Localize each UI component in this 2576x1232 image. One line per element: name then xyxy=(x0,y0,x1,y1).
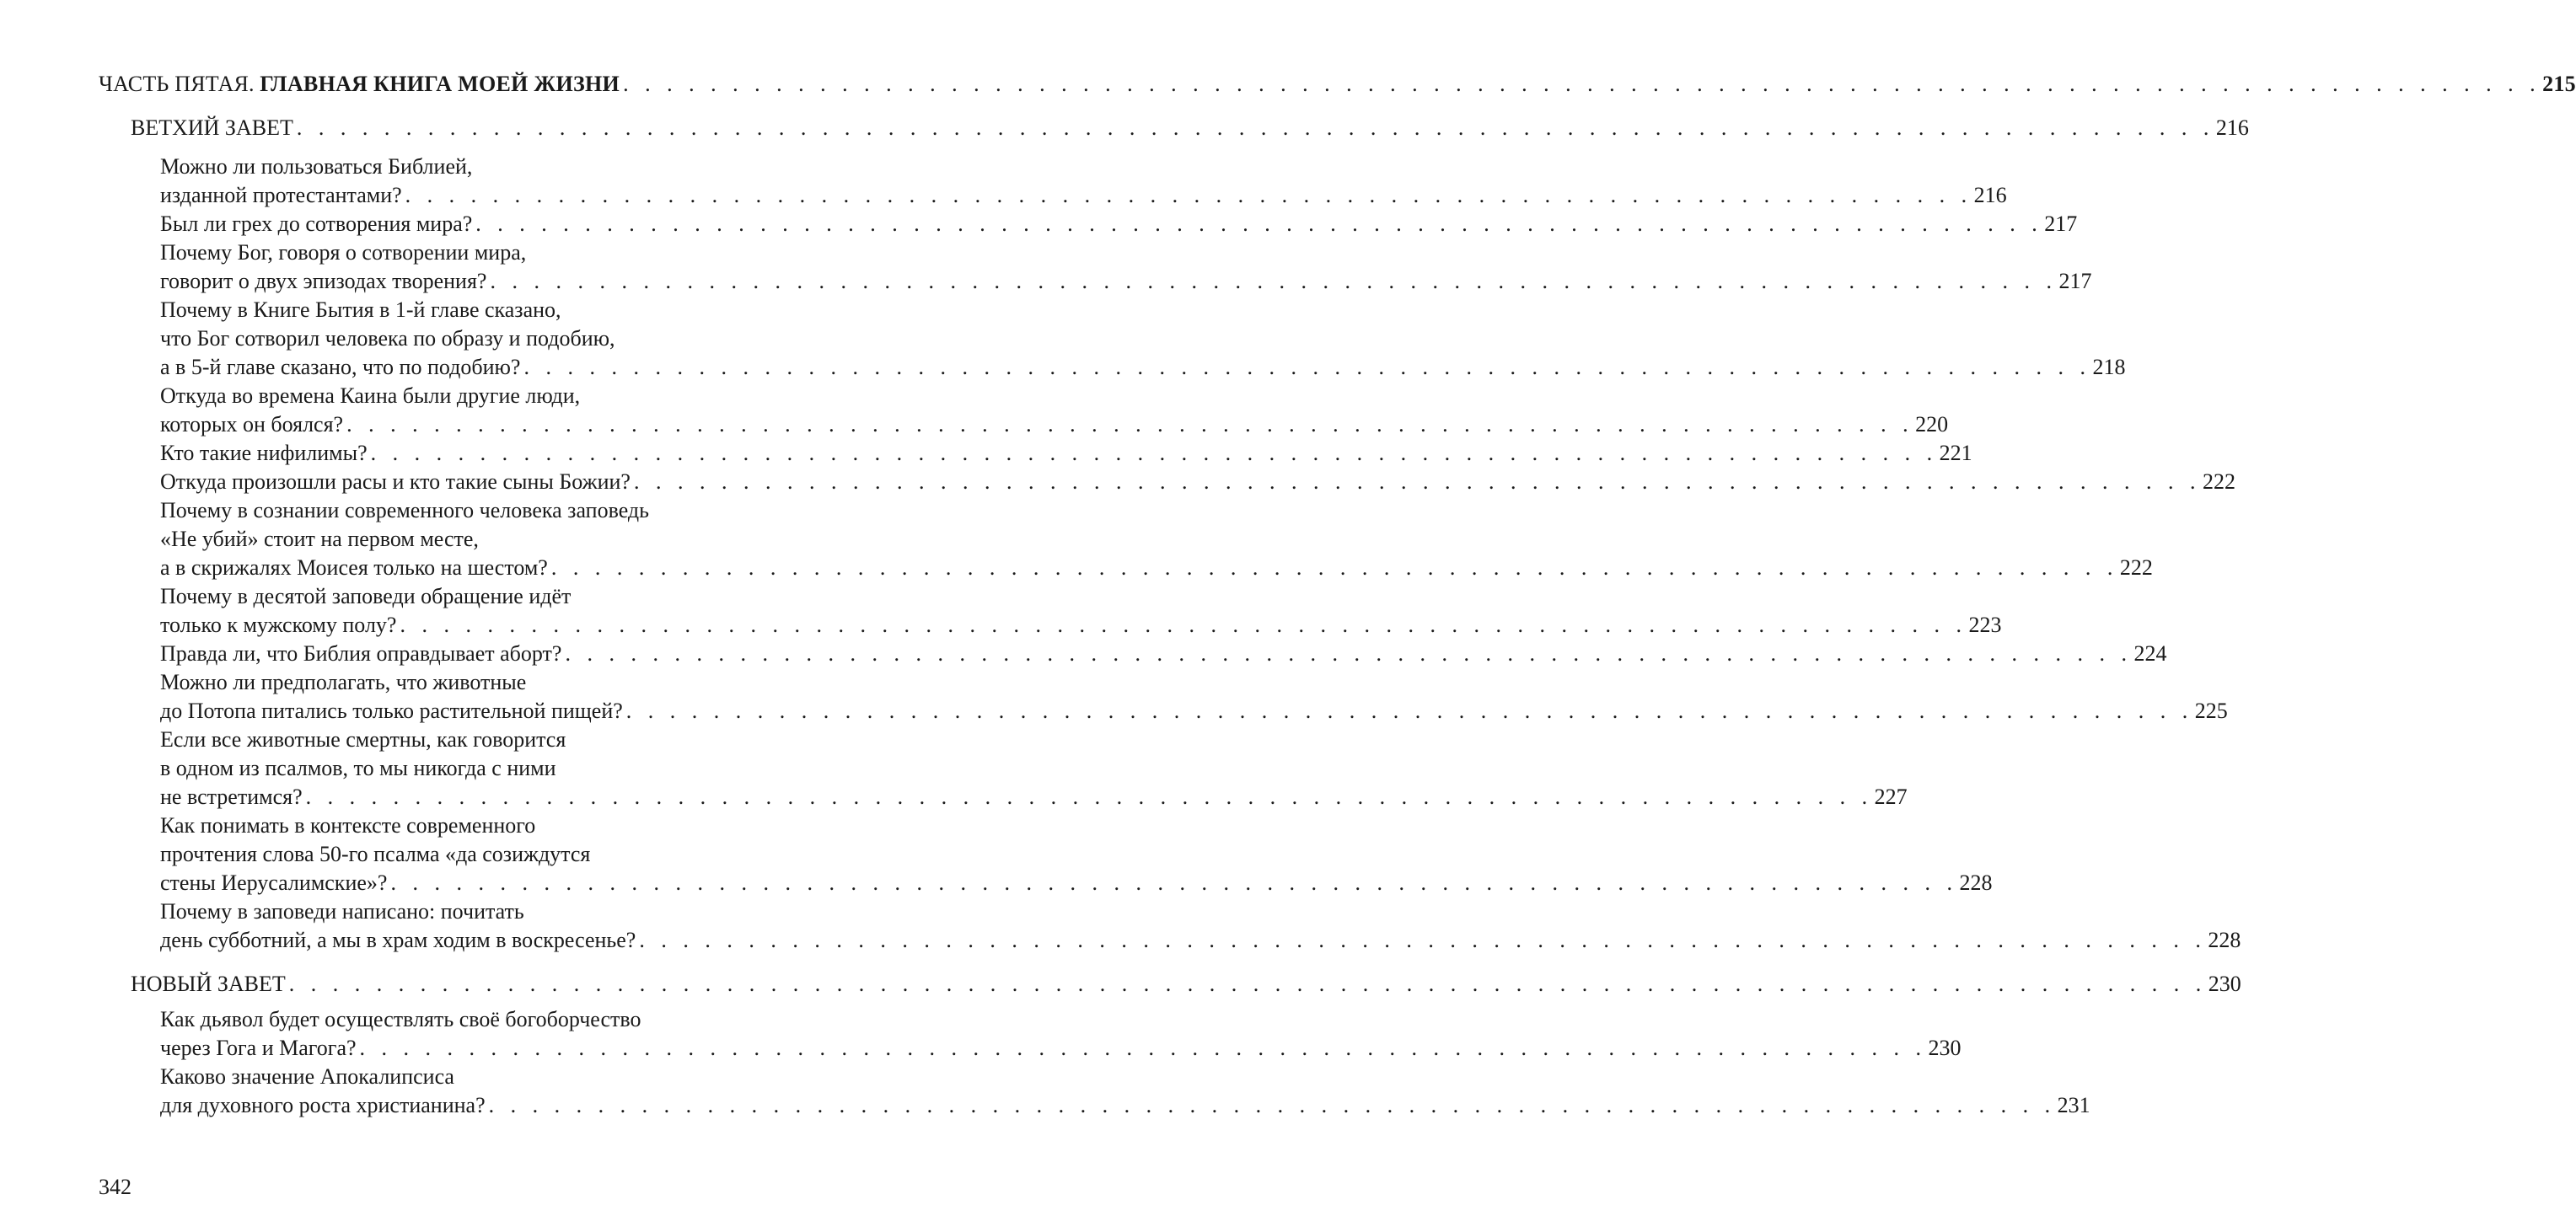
leader-dots: . . . . . . . . . . . . . . . . . . . . . . . . . . . . . . . . . . . . . . . . . . . . . . . . . . . . . . . . . . . . . . . . . . . . . . . . xyxy=(405,183,1972,207)
entry-page-number: 218 xyxy=(2092,355,2126,379)
section-title: ВЕТХИЙ ЗАВЕТ xyxy=(131,115,293,140)
entry-page-number: 216 xyxy=(1973,183,2007,207)
entry-page-number: 227 xyxy=(1874,785,1908,809)
entry-page-number: 220 xyxy=(1915,412,1949,437)
leader-dots: . . . . . . . . . . . . . . . . . . . . . . . . . . . . . . . . . . . . . . . . . . . . . . . . . . . . . . . . . . . . . . . . . . . . . . . . xyxy=(488,1093,2056,1117)
toc-entry-line[interactable]: стены Иерусалимские»? . . . . . . . . . . . . . . . . . . . . . . . . . . . . . . . . . . . . . . . . . . . . . . . . . . . . . . . . . . . . . . . . . . . . . . . . 228 xyxy=(160,869,802,897)
leader-dots: . . . . . . . . . . . . . . . . . . . . . . . . . . . . . . . . . . . . . . . . . . . . . . . . . . . . . . . . . . . . . . . . . . . . . . . . xyxy=(639,928,2207,952)
toc-entry-line[interactable]: не встретимся? . . . . . . . . . . . . . . . . . . . . . . . . . . . . . . . . . . . . . . . . . . . . . . . . . . . . . . . . . . . . . . . . . . . . . . . . 227 xyxy=(160,783,802,812)
leader-dots: . . . . . . . . . . . . . . . . . . . . . . . . . . . . . . . . . . . . . . . . . . . . . . . . . . . . . . . . . . . . . . . . . . . . . . . . xyxy=(370,441,1938,465)
leader-dots: . . . . . . . . . . . . . . . . . . . . . . . . . . . . . . . . . . . . . . . . . . . . . . . . . . . . . . . . . . . . . . . . . . . . . . . . xyxy=(550,555,2118,580)
toc-entry-line[interactable]: Правда ли, что Библия оправдывает аборт? . . . . . . . . . . . . . . . . . . . . . . . . . . . . . . . . . . . . . . . . . . . . . . . . . . . . . . . . . . . . . . . . . . . . . . . . 224 xyxy=(160,640,802,668)
toc-entry-line[interactable]: Почему в сознании современного человека заповедь xyxy=(160,498,649,522)
part-page-number: 215 xyxy=(2542,72,2576,96)
leader-dots: . . . . . . . . . . . . . . . . . . . . . . . . . . . . . . . . . . . . . . . . . . . . . . . . . . . . . . . . . . . . . . . . . . . . . . . . xyxy=(633,469,2201,494)
toc-entry-line[interactable]: Можно ли предполагать, что животные xyxy=(160,670,527,694)
entry-page-number: 225 xyxy=(2194,699,2228,723)
toc-entry-line[interactable]: в одном из псалмов, то мы никогда с ними xyxy=(160,756,556,780)
leader-dots: . . . . . . . . . . . . . . . . . . . . . . . . . . . . . . . . . . . . . . . . . . . . . . . . . . . . . . . . . . . . . . . . . . . . . . . . xyxy=(359,1036,1927,1060)
entry-page-number: 228 xyxy=(1959,870,1993,895)
entry-page-number: 230 xyxy=(1928,1036,1962,1060)
leader-dots: . . . . . . . . . . . . . . . . . . . . . . . . . . . . . . . . . . . . . . . . . . . . . . . . . . . . . . . . . . . . . . . . . . . . . . . . xyxy=(390,870,1958,895)
entry-page-number: 224 xyxy=(2133,641,2167,666)
toc-entry-line[interactable]: прочтения слова 50-го псалма «да созиждутся xyxy=(160,842,591,866)
toc-entry-line[interactable]: говорит о двух эпизодах творения? . . . . . . . . . . . . . . . . . . . . . . . . . . . . . . . . . . . . . . . . . . . . . . . . . . . . . . . . . . . . . . . . . . . . . . . . 217 xyxy=(160,267,802,296)
leader-dots: . . . . . . . . . . . . . . . . . . . . . . . . . . . . . . . . . . . . . . . . . . . . . . . . . . . . . . . . . . . . . . . . . . . . . . . . xyxy=(625,699,2193,723)
section-title: НОВЫЙ ЗАВЕТ xyxy=(131,972,286,996)
toc-entry-line[interactable]: день субботний, а мы в храм ходим в воскресенье? . . . . . . . . . . . . . . . . . . . . . . . . . . . . . . . . . . . . . . . . . . . . . . . . . . . . . . . . . . . . . . . . . . . . . . . . 228 xyxy=(160,926,802,955)
toc-entry-line[interactable]: Почему Бог, говоря о сотворении мира, xyxy=(160,240,527,265)
toc-entry-line[interactable]: через Гога и Магога? . . . . . . . . . . . . . . . . . . . . . . . . . . . . . . . . . . . . . . . . . . . . . . . . . . . . . . . . . . . . . . . . . . . . . . . . 230 xyxy=(160,1034,802,1063)
toc-entry-line[interactable]: Откуда произошли расы и кто такие сыны Божии? . . . . . . . . . . . . . . . . . . . . . . . . . . . . . . . . . . . . . . . . . . . . . . . . . . . . . . . . . . . . . . . . . . . . . . . . 222 xyxy=(160,468,802,496)
entry-page-number: 223 xyxy=(1968,613,2002,637)
toc-entry-line[interactable]: только к мужскому полу? . . . . . . . . . . . . . . . . . . . . . . . . . . . . . . . . . . . . . . . . . . . . . . . . . . . . . . . . . . . . . . . . . . . . . . . . 223 xyxy=(160,611,802,640)
leader-dots: . . . . . . . . . . . . . . . . . . . . . . . . . . . . . . . . . . . . . . . . . . . . . . . . . . . . . . . . . . . . . . . . . . . . . . . . xyxy=(346,412,1914,437)
toc-section-old-testament[interactable] xyxy=(131,114,2249,142)
toc-entry-line[interactable]: Как понимать в контексте современного xyxy=(160,813,536,838)
leader-dots: . . . . . . . . . . . . . . . . . . . . . . . . . . . . . . . . . . . . . . . . . . . . . . . . . . . . . . . . . . . . . . . . . . . . . . . . xyxy=(475,212,2043,236)
entry-page-number: 217 xyxy=(2058,269,2092,293)
toc-entry-line[interactable]: Почему в Книге Бытия в 1-й главе сказано, xyxy=(160,297,561,322)
entry-page-number: 228 xyxy=(2208,928,2241,952)
toc-entry-line[interactable]: для духовного роста христианина? . . . . . . . . . . . . . . . . . . . . . . . . . . . . . . . . . . . . . . . . . . . . . . . . . . . . . . . . . . . . . . . . . . . . . . . . 231 xyxy=(160,1091,802,1120)
leader-dots: . . . . . . . . . . . . . . . . . . . . . . . . . . . . . . . . . . . . . . . . . . . . . . . . . . . . . . . . . . . . . . . . . . . . . . . . xyxy=(490,269,2058,293)
toc-entry-line[interactable]: «Не убий» стоит на первом месте, xyxy=(160,527,479,551)
toc-entry-line[interactable]: до Потопа питались только растительной пищей? . . . . . . . . . . . . . . . . . . . . . . . . . . . . . . . . . . . . . . . . . . . . . . . . . . . . . . . . . . . . . . . . . . . . . . . . 225 xyxy=(160,697,802,726)
toc-entry-line[interactable]: Как дьявол будет осуществлять своё богоборчество xyxy=(160,1007,641,1031)
toc-entry-line[interactable]: а в скрижалях Моисея только на шестом? . . . . . . . . . . . . . . . . . . . . . . . . . . . . . . . . . . . . . . . . . . . . . . . . . . . . . . . . . . . . . . . . . . . . . . . . 222 xyxy=(160,554,802,582)
toc-entry-line[interactable]: Откуда во времена Каина были другие люди, xyxy=(160,383,581,408)
toc-entry-line[interactable]: которых он боялся? . . . . . . . . . . . . . . . . . . . . . . . . . . . . . . . . . . . . . . . . . . . . . . . . . . . . . . . . . . . . . . . . . . . . . . . . 220 xyxy=(160,410,802,439)
section-page-number: 216 xyxy=(2215,115,2249,140)
toc-entry-line[interactable]: Почему в десятой заповеди обращение идёт xyxy=(160,584,572,608)
part-label: ЧАСТЬ ПЯТАЯ. xyxy=(99,72,255,96)
toc-entry-line[interactable]: а в 5-й главе сказано, что по подобию? . . . . . . . . . . . . . . . . . . . . . . . . . . . . . . . . . . . . . . . . . . . . . . . . . . . . . . . . . . . . . . . . . . . . . . . . 218 xyxy=(160,353,802,382)
leader-dots: . . . . . . . . . . . . . . . . . . . . . . . . . . . . . . . . . . . . . . . . . . . . . . . . . . . . . . . . . . . . . . . . . . . . . . . . . . . . . . . . . . . . . . . . xyxy=(623,72,2541,96)
toc-entry-line[interactable]: Был ли грех до сотворения мира? . . . . . . . . . . . . . . . . . . . . . . . . . . . . . . . . . . . . . . . . . . . . . . . . . . . . . . . . . . . . . . . . . . . . . . . . 217 xyxy=(160,210,802,238)
toc-entry-line[interactable]: Почему в заповеди написано: почитать xyxy=(160,899,524,924)
toc-part-heading[interactable] xyxy=(99,70,2576,99)
toc-entry-line[interactable]: Кто такие нифилимы? . . . . . . . . . . . . . . . . . . . . . . . . . . . . . . . . . . . . . . . . . . . . . . . . . . . . . . . . . . . . . . . . . . . . . . . . 221 xyxy=(160,439,802,468)
section-page-number: 230 xyxy=(2208,972,2241,996)
leader-dots: . . . . . . . . . . . . . . . . . . . . . . . . . . . . . . . . . . . . . . . . . . . . . . . . . . . . . . . . . . . . . . . . . . . . . . . . xyxy=(565,641,2133,666)
toc-entry-line[interactable]: изданной протестантами? . . . . . . . . . . . . . . . . . . . . . . . . . . . . . . . . . . . . . . . . . . . . . . . . . . . . . . . . . . . . . . . . . . . . . . . . 216 xyxy=(160,181,802,210)
leader-dots: . . . . . . . . . . . . . . . . . . . . . . . . . . . . . . . . . . . . . . . . . . . . . . . . . . . . . . . . . . . . . . . . . . . . . . . . xyxy=(305,785,1873,809)
entry-page-number: 231 xyxy=(2057,1093,2090,1117)
toc-entry-line[interactable]: что Бог сотворил человека по образу и подобию, xyxy=(160,326,615,351)
toc-entry-line[interactable]: Каково значение Апокалипсиса xyxy=(160,1064,454,1089)
entry-page-number: 221 xyxy=(1939,441,1972,465)
toc-entry-line[interactable]: Если все животные смертны, как говорится xyxy=(160,727,566,752)
page-number: 342 xyxy=(99,1175,131,1199)
entry-page-number: 217 xyxy=(2044,212,2078,236)
entry-page-number: 222 xyxy=(2119,555,2153,580)
toc-entry-line[interactable]: Можно ли пользоваться Библией, xyxy=(160,154,473,179)
part-title: ГЛАВНАЯ КНИГА МОЕЙ ЖИЗНИ xyxy=(260,72,620,96)
leader-dots: . . . . . . . . . . . . . . . . . . . . . . . . . . . . . . . . . . . . . . . . . . . . . . . . . . . . . . . . . . . . . . . . . . . . . . . . xyxy=(400,613,1967,637)
toc-section-new-testament[interactable] xyxy=(131,970,2241,999)
leader-dots: . . . . . . . . . . . . . . . . . . . . . . . . . . . . . . . . . . . . . . . . . . . . . . . . . . . . . . . . . . . . . . . . . . . . . . . . xyxy=(523,355,2091,379)
leader-dots: . . . . . . . . . . . . . . . . . . . . . . . . . . . . . . . . . . . . . . . . . . . . . . . . . . . . . . . . . . . . . . . . . . . . . . . . . . . . . . . . . . . . . . . . xyxy=(296,115,2214,140)
entry-page-number: 222 xyxy=(2202,469,2235,494)
leader-dots: . . . . . . . . . . . . . . . . . . . . . . . . . . . . . . . . . . . . . . . . . . . . . . . . . . . . . . . . . . . . . . . . . . . . . . . . . . . . . . . . . . . . . . . . xyxy=(288,972,2207,996)
